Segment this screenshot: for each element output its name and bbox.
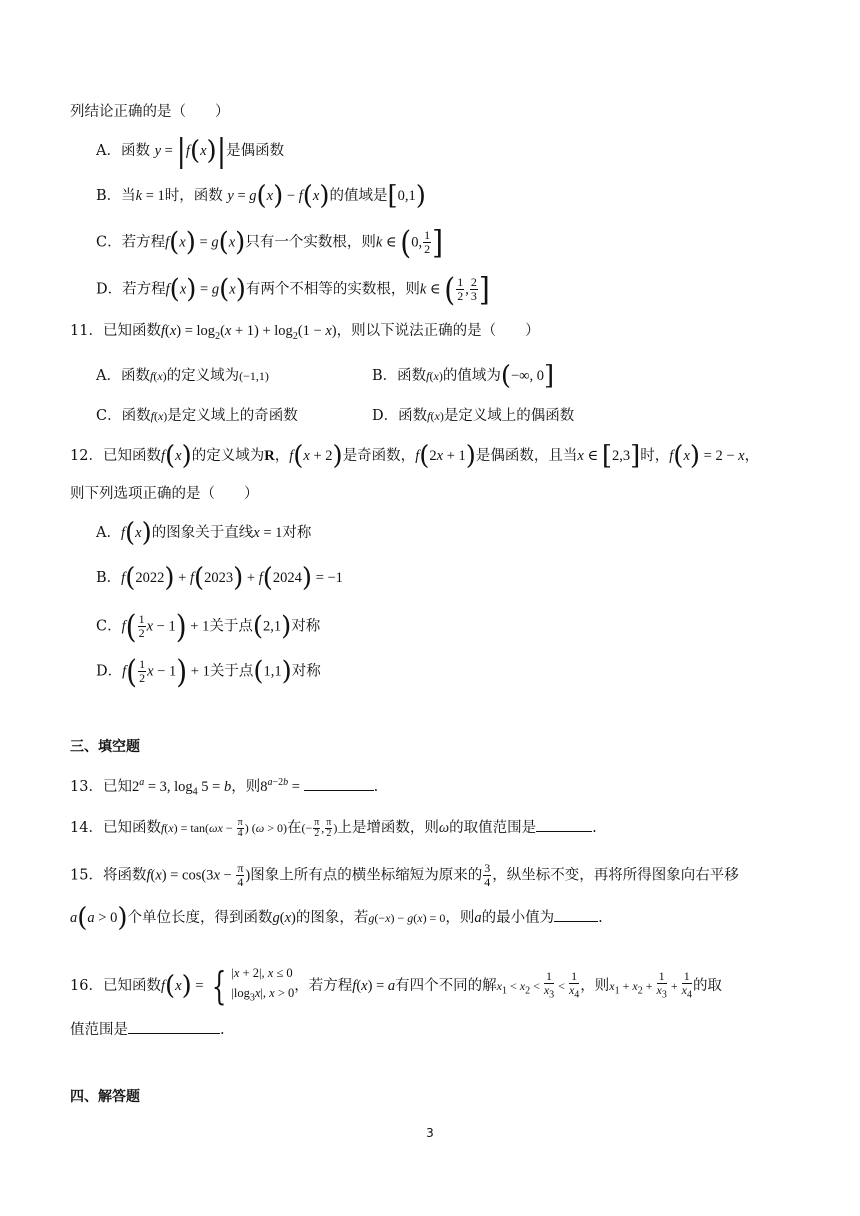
q11-option-c: C．函数f(x)是定义域上的奇函数 [96, 408, 298, 424]
q10-option-c: C．若方程f(x) = g(x)只有一个实数根，则k ∈ (0, $\frac{1}{2}$ ] [96, 222, 443, 261]
q12-stem-line2: 则下列选项正确的是（ ） [70, 486, 259, 502]
page-number: 3 [426, 1126, 434, 1140]
q15-line2: a(a > 0)个单位长度，得到函数g(x)的图象，若g(−x) − g(x) = 0，则a的最小值为 . [70, 903, 603, 933]
q13: 13．已知$2^a = 3$, $\log_4 5 = b$，则$8^{a-2b}$ = . [70, 777, 379, 798]
q10-option-d: D．若方程f(x) = g(x)有两个不相等的实数根，则k ∈ ( $\frac{1}{2}$ , $\frac{2}{3}$ ] [96, 269, 490, 308]
q14: 14．已知函数f(x) = tan(ωx − $\frac{\pi}{4}$ ) (ω > 0)在(− $\frac{\pi}{2}$ , $\frac{\pi}{2}$ )上是增函数，则ω的取值范围是 . [70, 816, 597, 839]
q10-tail: 列结论正确的是（ ） [70, 104, 230, 120]
q11-option-a: A．函数f(x)的定义域为(−1,1) [96, 368, 269, 384]
q16-line2: 值范围是 . [70, 1019, 225, 1040]
q12-option-b: B．f(2022) + f(2023) + f(2024) = −1 [96, 563, 343, 593]
q12-option-a: A．f(x)的图象关于直线x = 1对称 [96, 518, 312, 548]
q11-option-b: B．函数f(x)的值域为(−∞, 0] [372, 361, 555, 391]
q10-option-b: B．当k = 1时，函数 y = g(x) − f(x)的值域是[0,1) [96, 181, 426, 211]
q11-stem: 11．已知函数$f(x) = \log_2(x + 1) + \log_2(1 - x)$，则以下说法正确的是（ ） [70, 323, 540, 342]
q10-option-a: A．函数 y = |f(x)|是偶函数 [96, 131, 285, 170]
q15-line1: 15．将函数f(x) = cos(3x − $\frac{\pi}{4}$ )图象上所有点的横坐标缩短为原来的 $\frac{3}{4}$ ，纵坐标不变，再将所得图象向右平移 [70, 861, 739, 889]
q12-stem-line1: 12．已知函数f(x)的定义域为R，f(x + 2)是奇函数，f(2x + 1)是偶函数，且当x ∈ [2,3]时，f(x) = 2 − x， [70, 441, 760, 471]
q12-option-d: D．f( $\frac{1}{2}$ x − 1) + 1关于点(1,1)对称 [96, 651, 321, 690]
section-fill-in-heading: 三、填空题 [70, 739, 140, 755]
q12-option-c: C．f( $\frac{1}{2}$ x − 1) + 1关于点(2,1)对称 [96, 606, 321, 645]
section-answer-heading: 四、解答题 [70, 1089, 140, 1105]
q16-line1: 16．已知函数f(x) = { |x + 2|, x ≤ 0 $|\log_3x|$, x > 0 ，若方程f(x) = a有四个不同的解$x_1 < x_2$ < $\frac{1}{x_3}$ < $\frac{1}{x_4}$ ，则$x_1 + x_2$ + $\frac{1}{x_3}$ + $\frac{1}{x_4}$ 的取 [70, 963, 722, 1008]
q11-option-d: D．函数f(x)是定义域上的偶函数 [372, 408, 575, 424]
